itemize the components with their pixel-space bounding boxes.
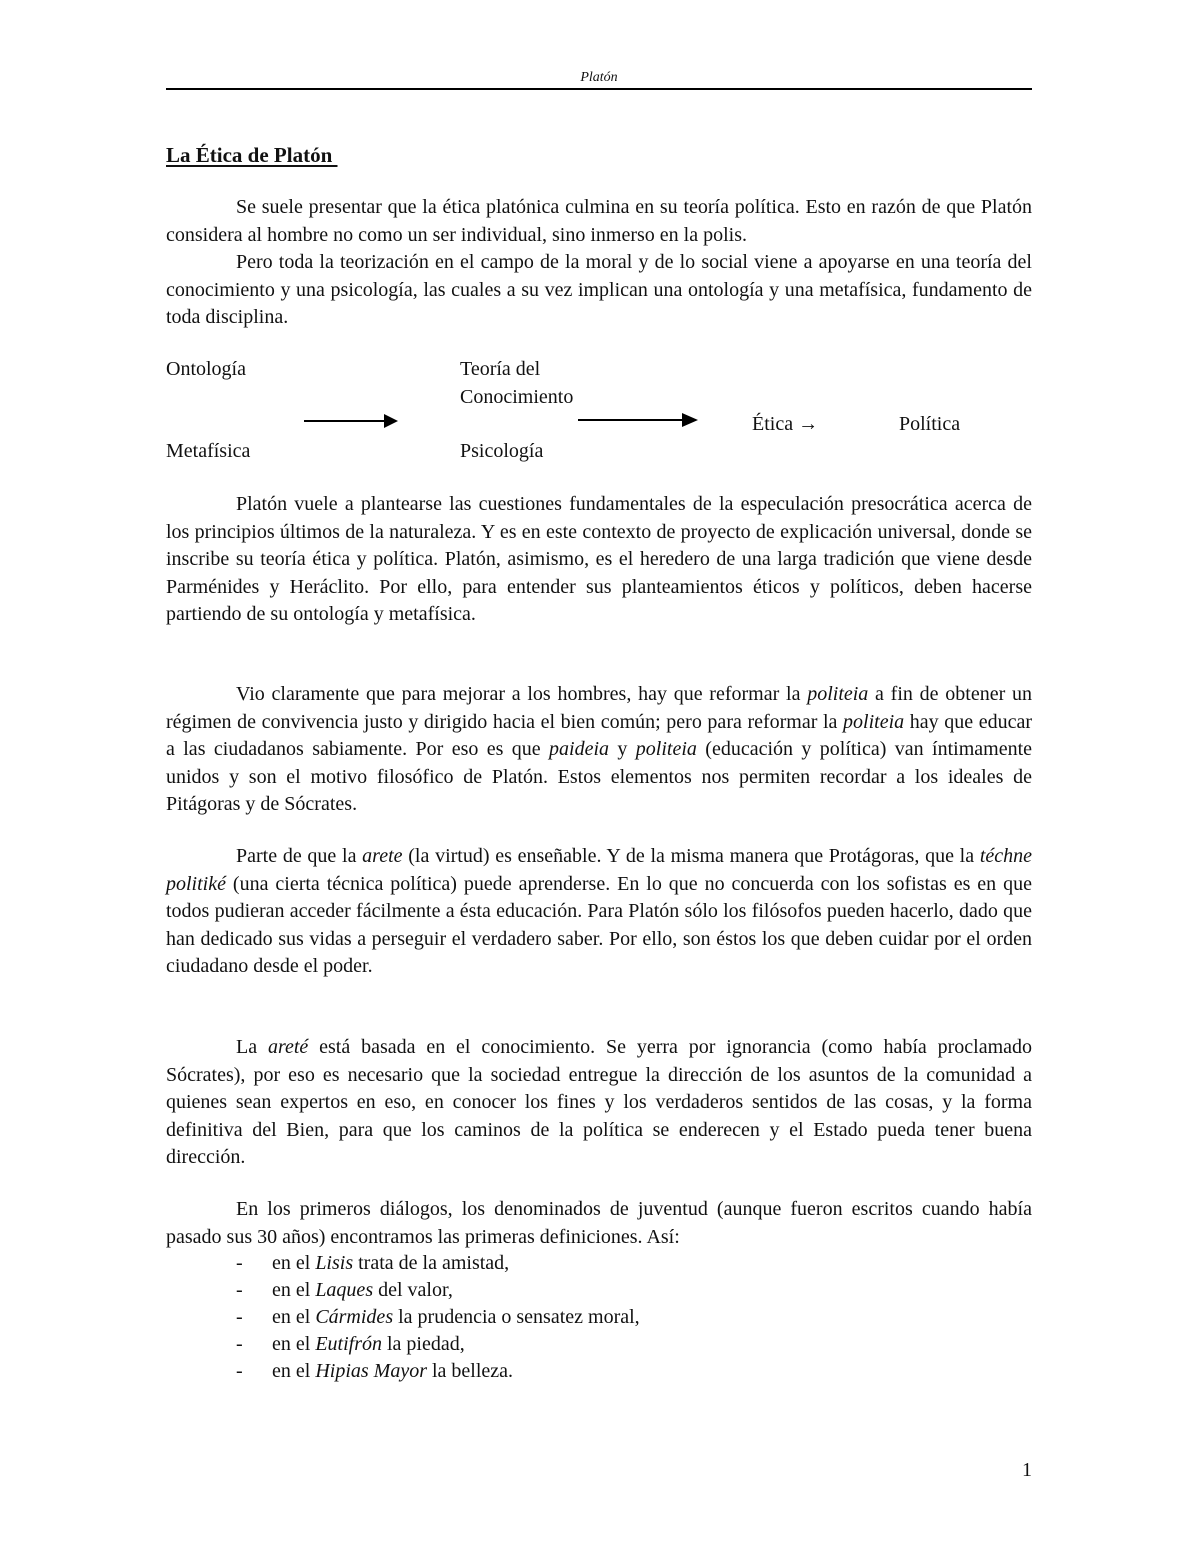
term-politeia: politeia (843, 710, 905, 733)
dialogue-title: Eutifrón (315, 1333, 382, 1355)
term-politeia: politeia (807, 683, 869, 705)
list-item: - en el Laques del valor, (236, 1279, 453, 1301)
term-arete: arete (362, 845, 403, 867)
running-head: Platón (580, 70, 618, 85)
list-item: - en el Hipias Mayor la belleza. (236, 1360, 514, 1382)
dialogue-title: Cármides (315, 1306, 394, 1328)
dialogue-title: Hipias Mayor (315, 1360, 427, 1382)
diagram-label-ontologia: Ontología (166, 358, 246, 380)
term-politeia: politeia (635, 738, 697, 760)
term-techne-politike: téchne politiké (166, 845, 1033, 895)
paragraph-4: Vio claramente que para mejorar a los hombres, hay que reformar la politeia a fin de obtener un régimen de convivencia justo y dirigido hacia el bien común; pero para reformar la politeia hay que educar a las ciudadanos sabiamente. Por eso es que paideia y politeia (educación y política) van íntimamente unidos y son el motivo filosófico de Platón. Estos elementos nos permiten recordar a los ideales de Pitágoras y de Sócrates. (166, 683, 1033, 815)
dialogues-list (236, 1250, 640, 1385)
list-item: - en el Cármides la prudencia o sensatez moral, (236, 1306, 640, 1328)
list-item: - en el Lisis trata de la amistad, (236, 1252, 510, 1274)
diagram-label-politica: Política (899, 413, 961, 435)
diagram-label-psicologia: Psicología (460, 440, 544, 462)
diagram-label-metafisica: Metafísica (166, 440, 251, 462)
page-number: 1 (1022, 1459, 1032, 1481)
list-item: - en el Eutifrón la piedad, (236, 1333, 465, 1355)
dialogue-title: Laques (315, 1279, 374, 1301)
diagram-label-teoria-line1: Teoría del (460, 358, 541, 380)
paragraph-3: Platón vuele a plantearse las cuestiones fundamentales de la especulación presocrática acerca de los principios últimos de la naturaleza. Y es en este contexto de proyecto de explicación universal, donde se inscribe su teoría ética y política. Platón, asimismo, es el heredero de una larga tradición que viene desde Parménides y Heráclito. Por ello, para entender sus planteamientos éticos y políticos, deben hacerse partiendo de su ontología y metafísica. (166, 493, 1032, 625)
diagram-arrow-right (578, 410, 700, 430)
diagram-label-etica (752, 411, 818, 438)
paragraph-intro-2: Pero toda la teorización en el campo de la moral y de lo social viene a apoyarse en una teoría del conocimiento y una psicología, las cuales a su vez implican una ontología y una metafísica, fundamento de toda disciplina. (166, 251, 1032, 328)
diagram-label-teoria-line2: Conocimiento (460, 386, 574, 408)
diagram-arrow-left (304, 411, 400, 431)
paragraph-intro-1: Se suele presentar que la ética platónica culmina en su teoría política. Esto en razón de que Platón considera al hombre no como un ser individual, sino inmerso en la polis. (166, 196, 1032, 246)
etica-text: Ética (752, 413, 794, 435)
document-title: La Ética de Platón (166, 143, 338, 167)
header-rule (166, 88, 1032, 90)
paragraph-7: En los primeros diálogos, los denominados de juventud (aunque fueron escritos cuando había pasado sus 30 años) encontramos las primeras definiciones. Así: (166, 1198, 1032, 1248)
paragraph-5: Parte de que la arete (la virtud) es enseñable. Y de la misma manera que Protágoras, que la téchne politiké (una cierta técnica política) puede aprenderse. En lo que no concuerda con los sofistas es en que todos pudieran acceder fácilmente a ésta educación. Para Platón sólo los filósofos pueden hacerlo, dado que han dedicado sus vidas a perseguir el verdadero saber. Por ello, son éstos los que deben cuidar por el orden ciudadano desde el poder. (166, 845, 1033, 977)
dialogue-title: Lisis (315, 1252, 354, 1274)
etica-arrow-glyph: → (798, 413, 819, 435)
term-paideia: paideia (549, 738, 610, 760)
term-arete: areté (267, 1036, 309, 1058)
paragraph-6: La areté está basada en el conocimiento. Se yerra por ignorancia (como había proclamado Sócrates), por eso es necesario que la sociedad entregue la dirección de los asuntos de la comunidad a quienes sean expertos en eso, en conocer los fines y los verdaderos sentidos de las cosas, y la forma definitiva del Bien, para que los caminos de la política se enderecen y el Estado pueda tener buena dirección. (166, 1036, 1033, 1168)
